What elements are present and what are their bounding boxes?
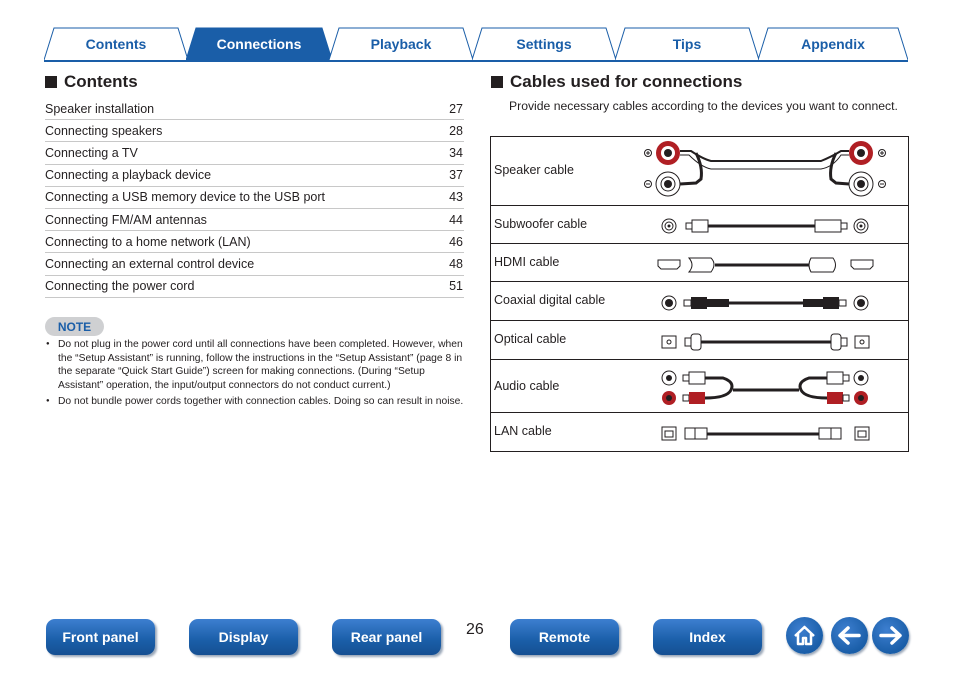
remote-button[interactable]: Remote [510, 619, 619, 655]
toc-item[interactable]: Connecting FM/AM antennas 44 [45, 209, 464, 231]
subwoofer-cable-icon [491, 206, 908, 244]
tab-contents[interactable]: Contents [44, 27, 188, 60]
cables-intro: Provide necessary cables according to the devices you want to connect. [509, 99, 898, 113]
note-badge: NOTE [45, 317, 104, 336]
index-button[interactable]: Index [653, 619, 762, 655]
note-item: ● Do not plug in the power cord until all connections have been completed. However, when the “Setup Assistant” is running, follow the instructions in the “Setup Assistant” (page 8 in the separate “Quick Start Guide”) screen for making connections. (During “Setup Assistant” operation, the input/output connectors do not conduct current.) [46, 338, 466, 392]
tab-appendix[interactable]: Appendix [758, 27, 908, 60]
arrow-right-icon[interactable] [872, 617, 909, 654]
toc-item[interactable]: Connecting a USB memory device to the USB port 43 [45, 187, 464, 209]
contents-heading [45, 72, 138, 92]
lan-cable-icon [491, 413, 908, 451]
cable-row-audio: Audio cable [491, 360, 908, 413]
speaker-cable-icon [491, 137, 908, 206]
rear-panel-button[interactable]: Rear panel [332, 619, 441, 655]
page-number: 26 [466, 621, 484, 638]
arrow-left-icon[interactable] [831, 617, 868, 654]
toc-item[interactable]: Connecting a TV 34 [45, 142, 464, 164]
toc-item[interactable]: Connecting a playback device 37 [45, 165, 464, 187]
contents-list [45, 98, 464, 298]
tab-tips[interactable]: Tips [615, 27, 759, 60]
toc-item[interactable]: Connecting an external control device 48 [45, 253, 464, 275]
cables-table [490, 136, 909, 452]
toc-item[interactable]: Connecting to a home network (LAN) 46 [45, 231, 464, 253]
toc-item[interactable]: Connecting speakers 28 [45, 120, 464, 142]
note-item: ● Do not bundle power cords together with connection cables. Doing so can result in noise. [46, 395, 466, 409]
square-bullet-icon [491, 76, 503, 88]
tab-connections[interactable]: Connections [186, 27, 332, 60]
cable-row-speaker: Speaker cable [491, 137, 908, 206]
cable-row-optical: Optical cable [491, 321, 908, 360]
optical-cable-icon [491, 321, 908, 360]
home-icon[interactable] [786, 617, 823, 654]
note-list [46, 338, 466, 412]
cables-heading [491, 72, 742, 92]
front-panel-button[interactable]: Front panel [46, 619, 155, 655]
audio-cable-icon [491, 360, 908, 413]
coaxial-cable-icon [491, 282, 908, 321]
cable-row-coaxial: Coaxial digital cable [491, 282, 908, 321]
hdmi-cable-icon [491, 244, 908, 282]
cables-title: Cables used for connections [510, 72, 743, 91]
cable-row-subwoofer: Subwoofer cable [491, 206, 908, 244]
cable-row-lan: LAN cable [491, 413, 908, 451]
display-button[interactable]: Display [189, 619, 298, 655]
tab-settings[interactable]: Settings [472, 27, 616, 60]
tab-playback[interactable]: Playback [329, 27, 473, 60]
square-bullet-icon [45, 76, 57, 88]
toc-item[interactable]: Connecting the power cord 51 [45, 276, 464, 298]
contents-title: Contents [64, 72, 138, 91]
toc-item[interactable]: Speaker installation 27 [45, 98, 464, 120]
tab-bar [44, 27, 908, 63]
cable-row-hdmi: HDMI cable [491, 244, 908, 282]
